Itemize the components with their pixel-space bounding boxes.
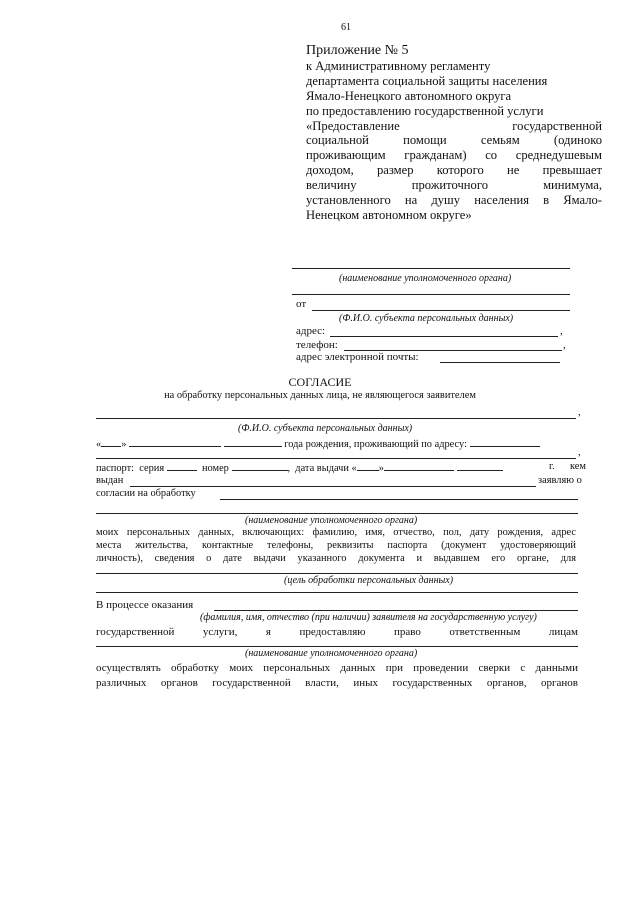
address-label: адрес: xyxy=(296,325,326,337)
consent-to-label: согласии на обработку xyxy=(96,488,196,499)
purpose-field-line2[interactable] xyxy=(96,592,578,593)
by-whom-label: кем xyxy=(570,461,586,472)
paragraph-line: места жительства, контактные телефоны, реквизиты паспорта (документ удостоверяющий xyxy=(96,540,576,551)
declare-label: заявляю о xyxy=(538,475,582,486)
consent-title: СОГЛАСИЕ xyxy=(288,375,352,389)
residence-address-field[interactable] xyxy=(470,437,540,447)
issue-day-field[interactable] xyxy=(357,461,379,471)
appendix-line: Ямало-Ненецкого автономного округа xyxy=(306,88,512,103)
consent-authority-caption: (наименование уполномоченного органа) xyxy=(245,515,418,526)
purpose-field[interactable] xyxy=(96,573,578,574)
consent-authority-field-line2[interactable] xyxy=(96,513,578,514)
authority-field-line2[interactable] xyxy=(292,294,570,295)
subject-caption: (Ф.И.О. субъекта персональных данных) xyxy=(339,313,514,324)
appendix-line: по предоставлению государственной услуги xyxy=(306,103,544,118)
passport-number-field[interactable] xyxy=(232,461,288,471)
appendix-line: Ненецком автономном округе» xyxy=(306,207,472,222)
applicant-caption: (фамилия, имя, отчество (при наличии) заявителя на государственную услугу) xyxy=(200,612,537,623)
issued-label: выдан xyxy=(96,475,124,486)
subject-name-field[interactable] xyxy=(96,418,576,419)
purpose-caption: (цель обработки персональных данных) xyxy=(284,575,454,586)
appendix-header xyxy=(306,44,602,223)
process-label: В процессе оказания xyxy=(96,599,194,611)
passport-line: паспорт: серия номер , дата выдачи « » xyxy=(96,461,576,474)
responsible-authority-field[interactable] xyxy=(96,646,578,647)
paragraph-line: моих персональных данных, включающих: фамилию, имя, отчество, пол, дату рождения, адрес xyxy=(96,527,576,538)
phone-label: телефон: xyxy=(296,339,338,351)
appendix-line: «Предоставление государственной xyxy=(306,118,602,133)
page-number: 61 xyxy=(341,22,351,33)
residence-address-field-line2[interactable] xyxy=(96,458,576,459)
appendix-title: Приложение № 5 xyxy=(306,43,409,58)
birth-year-field[interactable] xyxy=(224,437,282,447)
service-line: государственной услуги, я предоставляю право ответственным лицам xyxy=(96,626,578,638)
paragraph-line: различных органов государственной власти, иных государственных органов, органов xyxy=(96,677,578,689)
appendix-line: установленного на душу населения в Ямало- xyxy=(306,193,602,208)
applicant-field[interactable] xyxy=(214,610,578,611)
paragraph-line: личность), сведения о дате выдачи указанного документа и выдавшем его органе, для xyxy=(96,553,576,564)
address-field[interactable] xyxy=(330,336,558,337)
from-label: от xyxy=(296,298,307,310)
appendix-line: проживающим гражданам) со среднедушевым xyxy=(306,148,602,163)
birth-month-field[interactable] xyxy=(129,437,221,447)
issue-month-field[interactable] xyxy=(384,461,454,471)
consent-authority-field[interactable] xyxy=(220,499,578,500)
appendix-line: департамента социальной защиты населения xyxy=(306,73,548,88)
birth-day-field[interactable] xyxy=(101,437,121,447)
paragraph-line: осуществлять обработку моих персональных данных при проведении сверки с данными xyxy=(96,662,578,674)
issued-by-field[interactable] xyxy=(130,486,536,487)
email-label: адрес электронной почты: xyxy=(296,351,419,363)
issue-year-field[interactable] xyxy=(457,461,503,471)
birth-line: « » года рождения, проживающий по адресу: xyxy=(96,437,540,450)
responsible-authority-caption: (наименование уполномоченного органа) xyxy=(245,648,418,659)
authority-field[interactable] xyxy=(292,268,570,269)
from-field[interactable] xyxy=(312,310,570,311)
appendix-line: социальной помощи семьям (одиноко xyxy=(306,133,602,148)
consent-subtitle: на обработку персональных данных лица, не являющегося заявителем xyxy=(164,390,476,401)
appendix-line: к Административному регламенту xyxy=(306,58,491,73)
appendix-line: величину прожиточного минимума, xyxy=(306,178,602,193)
authority-caption: (наименование уполномоченного органа) xyxy=(339,273,512,284)
passport-series-field[interactable] xyxy=(167,461,197,471)
email-field[interactable] xyxy=(440,362,560,363)
consent-subject-caption: (Ф.И.О. субъекта персональных данных) xyxy=(238,423,413,434)
year-label: г. xyxy=(549,461,555,472)
appendix-line: доходом, размер которого не превышает xyxy=(306,163,602,178)
